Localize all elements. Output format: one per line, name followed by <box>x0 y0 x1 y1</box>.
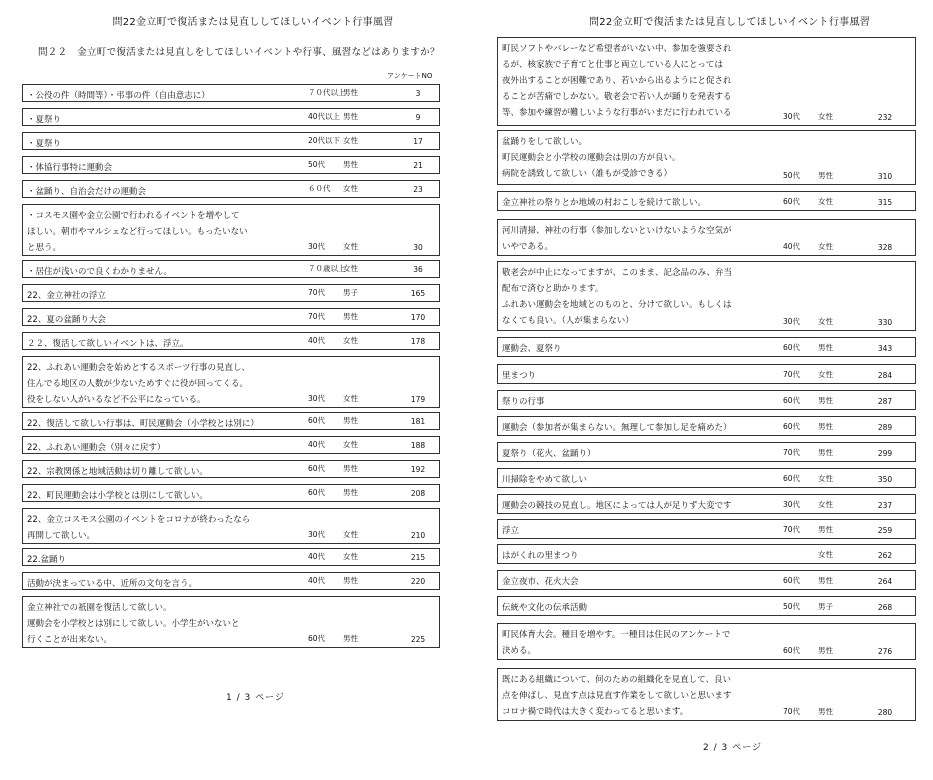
respondent-gender: 男性 <box>818 343 833 352</box>
response-line: 点を伸ばし、見直す点は見直す作業をして欲しいと思います <box>502 691 732 701</box>
respondent-age: 60代 <box>308 416 326 425</box>
response-line: 22.盆踊り <box>27 555 67 565</box>
response-line: 浮立 <box>502 526 520 536</box>
response-line: 盆踊りをして欲しい。 <box>502 137 588 147</box>
respondent-gender: 女性 <box>818 242 833 251</box>
respondent-meta <box>23 550 439 562</box>
respondent-gender: 女性 <box>343 242 358 251</box>
respondent-gender: 女性 <box>818 500 833 509</box>
response-line: ほしい。朝市やマルシェなど行ってほしい。もったいない <box>27 227 248 237</box>
response-line: 町民体育大会。種目を増やす。一種目は住民のアンケートで <box>502 630 731 640</box>
respondent-gender: 男性 <box>343 312 358 321</box>
response-text <box>502 41 772 121</box>
respondent-meta <box>498 110 915 122</box>
respondent-age: 60代 <box>308 634 326 643</box>
survey-number: 259 <box>877 526 893 535</box>
respondent-gender: 女性 <box>343 264 358 273</box>
respondent-meta <box>498 315 915 327</box>
response-line: 22、ふれあい運動会を始めとするスポーツ行事の見直し、 <box>27 363 250 373</box>
respondent-meta <box>23 574 439 586</box>
respondent-age: 60代 <box>308 488 326 497</box>
respondent-meta <box>498 420 915 432</box>
respondent-meta <box>498 195 915 207</box>
response-line: 22、金立神社の浮立 <box>27 291 106 301</box>
response-line: ・公役の件（時間等）・弔事の件（自由意志に） <box>27 91 210 101</box>
response-line: ふれあい運動会を地域とのものと、分けて欲しい。もしくは <box>502 300 732 310</box>
respondent-meta <box>23 528 439 540</box>
respondent-gender: 男性 <box>343 416 358 425</box>
respondent-meta <box>498 341 915 353</box>
respondent-gender: 男性 <box>343 88 358 97</box>
response-entry <box>497 544 916 564</box>
entry-list <box>466 0 933 780</box>
response-entry <box>497 668 916 721</box>
response-line: 金立夜市、花火大会 <box>502 577 579 587</box>
respondent-meta <box>498 644 915 656</box>
respondent-meta <box>23 110 439 122</box>
respondent-age: 40代 <box>308 552 326 561</box>
survey-number: 179 <box>410 395 426 404</box>
response-entry <box>497 596 916 616</box>
respondent-meta <box>23 286 439 298</box>
response-entry <box>22 484 440 502</box>
response-line: ２２、復活して欲しいイベントは、浮立。 <box>27 339 189 349</box>
response-line: 祭りの行事 <box>502 397 545 407</box>
response-entry <box>22 284 440 302</box>
response-line: 川掃除をやめて欲しい <box>502 475 588 485</box>
respondent-gender: 男性 <box>818 646 833 655</box>
survey-number: 276 <box>877 647 893 656</box>
respondent-gender: 男性 <box>343 112 358 121</box>
respondent-age: 60代 <box>783 422 801 431</box>
response-line: 河川清掃、神社の行事（参加しないといけないような空気が <box>502 226 732 236</box>
response-entry <box>22 332 440 350</box>
respondent-age: 30代 <box>783 317 801 326</box>
respondent-age: 50代 <box>308 160 326 169</box>
response-entry <box>22 132 440 150</box>
respondent-gender: 女性 <box>343 530 358 539</box>
response-line: 決める。 <box>502 646 537 656</box>
response-line: 22、夏の盆踊り大会 <box>27 315 106 325</box>
respondent-meta <box>498 368 915 380</box>
response-line: 里まつり <box>502 371 537 381</box>
response-entry <box>497 468 916 488</box>
survey-number: 299 <box>877 449 893 458</box>
respondent-age: 60代 <box>783 646 801 655</box>
survey-number: 330 <box>877 318 893 327</box>
respondent-meta <box>23 262 439 274</box>
survey-number: 170 <box>410 313 426 322</box>
survey-number: 268 <box>877 603 893 612</box>
response-entry <box>22 156 440 174</box>
respondent-gender: 女性 <box>818 474 833 483</box>
survey-number: 36 <box>413 265 423 274</box>
survey-number: 284 <box>877 371 893 380</box>
response-line: 夏祭り（花火、盆踊り） <box>502 449 596 459</box>
response-line: 行くことが出来ない。 <box>27 635 113 645</box>
respondent-gender: 男性 <box>818 576 833 585</box>
response-entry <box>22 412 440 430</box>
respondent-gender: 男性 <box>343 576 358 585</box>
respondent-gender: 男子 <box>343 288 358 297</box>
respondent-age: 60代 <box>783 576 801 585</box>
page-title: 問22金立町で復活または見直ししてほしいイベント行事風習 <box>588 17 871 28</box>
respondent-age: 70代 <box>783 707 801 716</box>
respondent-gender: 男性 <box>818 422 833 431</box>
respondent-age: 70代 <box>783 370 801 379</box>
response-line: ・夏祭り <box>27 139 62 149</box>
response-entry <box>497 623 916 660</box>
response-entry <box>22 436 440 454</box>
response-line: 町民運動会と小学校の運動会は別の方が良い。 <box>502 153 681 163</box>
respondent-gender: 男性 <box>343 634 358 643</box>
response-line: 22、町民運動会は小学校とは別にして欲しい。 <box>27 491 208 501</box>
respondent-meta <box>498 169 915 181</box>
response-entry <box>22 108 440 126</box>
respondent-gender: 男性 <box>343 488 358 497</box>
survey-number: 21 <box>413 161 423 170</box>
response-entry <box>22 572 440 590</box>
respondent-age: 60代 <box>308 464 326 473</box>
respondent-meta <box>23 240 439 252</box>
response-entry <box>497 37 916 126</box>
response-line: 活動が決まっている中、近所の文句を言う。 <box>27 579 198 589</box>
response-line: ・コスモス園や金立公園で行われるイベントを増やして <box>27 211 240 221</box>
survey-number: 9 <box>415 113 421 122</box>
respondent-gender: 男性 <box>818 171 833 180</box>
survey-number: 225 <box>410 635 426 644</box>
respondent-gender: 女性 <box>818 317 833 326</box>
respondent-meta <box>23 438 439 450</box>
response-entry <box>497 130 916 185</box>
respondent-gender: 女性 <box>818 550 833 559</box>
respondent-age: 70代 <box>783 448 801 457</box>
response-entry <box>497 442 916 462</box>
response-line: 22、金立コスモス公園のイベントをコロナが終わったなら <box>27 515 251 525</box>
response-entry <box>497 337 916 357</box>
respondent-meta <box>498 498 915 510</box>
respondent-gender: 女性 <box>343 336 358 345</box>
respondent-meta <box>498 523 915 535</box>
survey-number: 310 <box>877 172 893 181</box>
respondent-age: 60代 <box>783 396 801 405</box>
respondent-age: 60代 <box>783 474 801 483</box>
response-entry <box>22 180 440 198</box>
response-line: いやである。 <box>502 242 554 252</box>
response-entry <box>497 570 916 590</box>
response-entry <box>497 261 916 331</box>
survey-number: 315 <box>877 198 893 207</box>
respondent-age: 30代 <box>308 530 326 539</box>
respondent-meta <box>498 446 915 458</box>
respondent-gender: 女性 <box>818 370 833 379</box>
response-entry <box>22 308 440 326</box>
page-number: 2 / 3 ページ <box>703 743 762 753</box>
survey-number: 262 <box>877 551 893 560</box>
respondent-gender: 男性 <box>818 448 833 457</box>
respondent-gender: 女性 <box>818 197 833 206</box>
respondent-age: 70代 <box>308 312 326 321</box>
page-title: 問22金立町で復活または見直ししてほしいイベント行事風習 <box>112 17 394 28</box>
respondent-gender: 女性 <box>818 112 833 121</box>
survey-number: 215 <box>410 553 426 562</box>
respondent-age: 30代 <box>308 394 326 403</box>
response-line: なくても良い。（人が集まらない） <box>502 316 634 326</box>
respondent-age: 40代 <box>783 242 801 251</box>
response-line: ることが苦痛でしかない。敬老会で若い人が踊りを発表する <box>502 92 732 102</box>
response-line: 運動会を小学校とは別にして欲しい。小学生がいないと <box>27 619 240 629</box>
response-entry <box>22 84 440 102</box>
respondent-meta <box>498 574 915 586</box>
response-entry <box>22 460 440 478</box>
survey-number: 264 <box>877 577 893 586</box>
survey-number: 192 <box>410 465 426 474</box>
respondent-meta <box>498 548 915 560</box>
response-line: 運動会（参加者が集まらない。無理して参加し足を痛めた） <box>502 423 732 433</box>
response-line: と思う。 <box>27 243 62 253</box>
survey-number: 17 <box>413 137 423 146</box>
response-line: 22、ふれあい運動会（別々に戻す） <box>27 443 166 453</box>
survey-number: 289 <box>877 423 893 432</box>
respondent-gender: 男性 <box>818 525 833 534</box>
respondent-age: 40代以上 <box>308 112 341 121</box>
respondent-age: 20代以下 <box>308 136 341 145</box>
respondent-gender: 女性 <box>343 184 358 193</box>
survey-number: 343 <box>877 344 893 353</box>
respondent-meta <box>23 310 439 322</box>
response-line: ・居住が浅いので良くわかりません。 <box>27 267 173 277</box>
respondent-meta <box>23 334 439 346</box>
response-entry <box>22 260 440 278</box>
respondent-meta <box>23 486 439 498</box>
respondent-age: 30代 <box>783 112 801 121</box>
survey-number: 237 <box>877 501 893 510</box>
respondent-meta <box>498 240 915 252</box>
response-line: 等、参加や練習が難しいような行事がいまだに行われている <box>502 108 732 118</box>
response-line: ・盆踊り、自治会だけの運動会 <box>27 187 147 197</box>
respondent-age: 30代 <box>783 500 801 509</box>
response-line: 夜外出することが困難であり、若いから出るようにと促され <box>502 76 732 86</box>
survey-number: 23 <box>413 185 423 194</box>
survey-number: 220 <box>410 577 426 586</box>
respondent-meta <box>23 462 439 474</box>
respondent-age: ６０代 <box>308 184 331 193</box>
respondent-age: 40代 <box>308 576 326 585</box>
survey-number: 210 <box>410 531 426 540</box>
response-entry <box>497 390 916 410</box>
respondent-age: 30代 <box>308 242 326 251</box>
respondent-meta <box>498 394 915 406</box>
respondent-gender: 男性 <box>343 160 358 169</box>
respondent-meta <box>23 392 439 404</box>
survey-number: 328 <box>877 243 893 252</box>
survey-number: 208 <box>410 489 426 498</box>
response-line: 病院を誘致して欲しい（誰もが受診できる） <box>502 169 673 179</box>
response-line: 金立神社の祭りとか地域の村おこしを続けて欲しい。 <box>502 198 707 208</box>
entry-list <box>0 0 466 780</box>
respondent-gender: 男性 <box>818 396 833 405</box>
response-entry <box>22 596 440 648</box>
respondent-gender: 女性 <box>343 440 358 449</box>
response-line: 伝統や文化の伝承活動 <box>502 603 588 613</box>
respondent-meta <box>498 600 915 612</box>
respondent-age: 40代 <box>308 440 326 449</box>
response-line: 配布で済むと助かります。 <box>502 284 604 294</box>
page-number: 1 / 3 ページ <box>226 693 285 703</box>
response-line: 金立神社での祇園を復活して欲しい。 <box>27 603 172 613</box>
survey-number: 280 <box>877 708 893 717</box>
respondent-gender: 男性 <box>343 464 358 473</box>
response-entry <box>497 416 916 436</box>
survey-number: 287 <box>877 397 893 406</box>
response-line: 運動会、夏祭り <box>502 344 562 354</box>
response-line: 再開して欲しい。 <box>27 531 96 541</box>
survey-number: 3 <box>415 89 421 98</box>
response-line: 既にある組織について、何のための組織化を見直して、良い <box>502 675 731 685</box>
respondent-age: 50代 <box>783 602 801 611</box>
survey-number: 232 <box>877 113 893 122</box>
response-entry <box>22 548 440 566</box>
survey-number: 181 <box>410 417 426 426</box>
response-entry <box>497 519 916 539</box>
respondent-gender: 男子 <box>818 602 833 611</box>
response-entry <box>497 494 916 514</box>
respondent-meta <box>23 134 439 146</box>
survey-number: 165 <box>410 289 426 298</box>
respondent-age: ７０代以上 <box>308 88 346 97</box>
respondent-age: ７０歳以上 <box>308 264 346 273</box>
respondent-age: 60代 <box>783 343 801 352</box>
response-line: 住んでる地区の人数が少ないためすぐに役が回ってくる。 <box>27 379 249 389</box>
response-line: ・体協行事特に運動会 <box>27 163 113 173</box>
response-entry <box>497 219 916 256</box>
response-line: るが、核家族で子育てと仕事と両立している人にとっては <box>502 60 723 70</box>
response-line: はがくれの里まつり <box>502 551 579 561</box>
response-entry <box>22 204 440 256</box>
respondent-meta <box>498 705 915 717</box>
page-left <box>0 0 466 780</box>
respondent-age: 60代 <box>783 197 801 206</box>
respondent-gender: 女性 <box>343 394 358 403</box>
respondent-age: 70代 <box>783 525 801 534</box>
response-line: 22、復活して欲しい行事は、町民運動会（小学校とは別に） <box>27 419 259 429</box>
response-line: 運動会の競技の見直し。地区によっては人が足りず大変です <box>502 501 732 511</box>
respondent-meta <box>23 86 439 98</box>
question-text: 問２２ 金立町で復活または見直しをしてほしいイベントや行事、風習などはありますか？ <box>38 47 440 58</box>
survey-number: 188 <box>410 441 426 450</box>
response-entry <box>22 508 440 544</box>
respondent-meta <box>23 182 439 194</box>
response-line: 町民ソフトやバレーなど希望者がいない中、参加を強要され <box>502 44 732 54</box>
response-line: 役をしない人がいるなど不公平になっている。 <box>27 395 206 405</box>
respondent-age: 40代 <box>308 336 326 345</box>
survey-number-header: アンケートNO <box>387 72 433 80</box>
survey-number: 178 <box>410 337 426 346</box>
respondent-gender: 女性 <box>343 136 358 145</box>
response-entry <box>497 364 916 384</box>
response-line: ・夏祭り <box>27 115 62 125</box>
respondent-meta <box>23 632 439 644</box>
respondent-gender: 女性 <box>343 552 358 561</box>
respondent-meta <box>498 472 915 484</box>
response-entry <box>22 356 440 408</box>
respondent-meta <box>23 158 439 170</box>
respondent-age: 70代 <box>308 288 326 297</box>
response-entry <box>497 191 916 211</box>
respondent-age: 50代 <box>783 171 801 180</box>
response-line: コロナ禍で時代は大きく変わってると思います。 <box>502 707 689 717</box>
response-line: 敬老会が中止になってますが、このまま、記念品のみ、弁当 <box>502 268 733 278</box>
response-line: 22、宗教関係と地域活動は切り離して欲しい。 <box>27 467 208 477</box>
page-right <box>466 0 933 780</box>
survey-number: 350 <box>877 475 893 484</box>
respondent-meta <box>23 414 439 426</box>
respondent-gender: 男性 <box>818 707 833 716</box>
survey-number: 30 <box>413 243 423 252</box>
